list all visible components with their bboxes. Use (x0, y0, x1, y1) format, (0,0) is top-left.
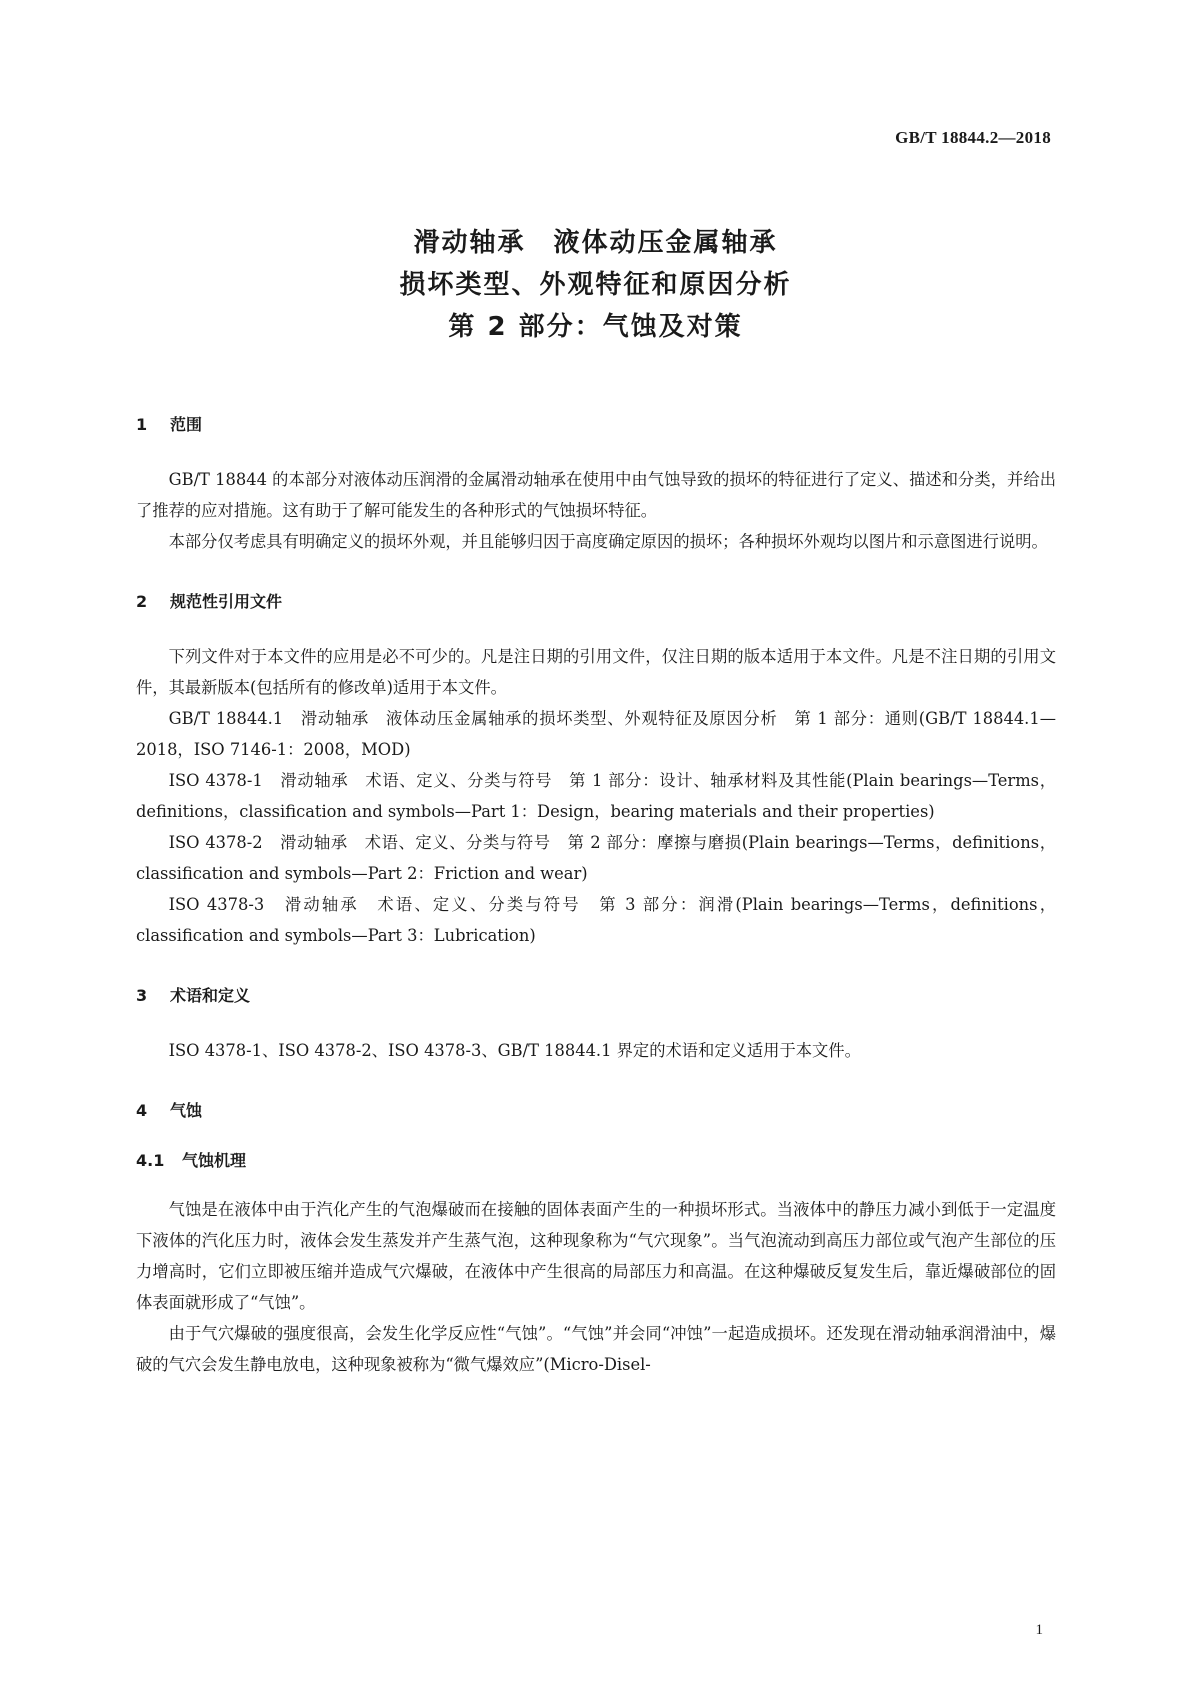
terms-paragraph: ISO 4378-1、ISO 4378-2、ISO 4378-3、GB/T 18844.1 界定的术语和定义适用于本文件。 (168, 1041, 861, 1060)
normative-intro-paragraph: 下列文件对于本文件的应用是必不可少的。凡是注日期的引用文件，仅注日期的版本适用于本文件。凡是不注日期的引用文件，其最新版本(包括所有的修改单)适用于本文件。 (136, 647, 1056, 697)
title-line-1: 滑动轴承 液体动压金属轴承 (413, 228, 778, 258)
section-1-number: 1 (136, 415, 148, 434)
section-4-number: 4 (136, 1101, 148, 1120)
section-3-heading (136, 985, 1056, 1007)
section-4-1-number: 4.1 (136, 1151, 165, 1170)
section-4-heading (136, 1100, 1056, 1122)
section-4-1-title: 气蚀机理 (182, 1151, 247, 1170)
scope-paragraph-1: GB/T 18844 的本部分对液体动压润滑的金属滑动轴承在使用中由气蚀导致的损坏的特征进行了定义、描述和分类，并给出了推荐的应对措施。这有助于了解可能发生的各种形式的气蚀损坏特征。 (136, 470, 1056, 520)
section-2-title: 规范性引用文件 (170, 592, 283, 611)
mechanism-paragraph-2: 由于气穴爆破的强度很高，会发生化学反应性“气蚀”。“气蚀”并会同“冲蚀”一起造成损坏。还发现在滑动轴承润滑油中，爆破的气穴会发生静电放电，这种现象被称为“微气爆效应”(Micro-Disel- (136, 1324, 1056, 1374)
standard-code: GB/T 18844.2—2018 (895, 128, 1051, 147)
reference-iso-4378-2: ISO 4378-2 滑动轴承 术语、定义、分类与符号 第 2 部分：摩擦与磨损(Plain bearings—Terms，definitions，classification and symbols—Part 2：Friction and wear) (136, 833, 1056, 883)
page-number: 1 (1035, 1622, 1043, 1638)
document-title (0, 222, 1191, 348)
section-1-heading (136, 414, 1056, 436)
scope-paragraph-2: 本部分仅考虑具有明确定义的损坏外观，并且能够归因于高度确定原因的损坏；各种损坏外观均以图片和示意图进行说明。 (168, 532, 1048, 551)
section-1-title: 范围 (170, 415, 203, 434)
section-2-heading (136, 591, 1056, 613)
section-2-number: 2 (136, 592, 148, 611)
title-line-3: 第 2 部分：气蚀及对策 (448, 312, 743, 342)
mechanism-paragraph-1: 气蚀是在液体中由于汽化产生的气泡爆破而在接触的固体表面产生的一种损坏形式。当液体中的静压力减小到低于一定温度下液体的汽化压力时，液体会发生蒸发并产生蒸气泡，这种现象称为“气穴现象”。当气泡流动到高压力部位或气泡产生部位的压力增高时，它们立即被压缩并造成气穴爆破，在液体中产生很高的局部压力和高温。在这种爆破反复发生后，靠近爆破部位的固体表面就形成了“气蚀”。 (136, 1200, 1056, 1312)
section-3-number: 3 (136, 986, 148, 1005)
section-4-title: 气蚀 (170, 1101, 203, 1120)
document-body (136, 414, 1056, 1380)
section-3-title: 术语和定义 (170, 986, 251, 1005)
title-line-2: 损坏类型、外观特征和原因分析 (399, 270, 792, 300)
reference-iso-4378-1: ISO 4378-1 滑动轴承 术语、定义、分类与符号 第 1 部分：设计、轴承材料及其性能(Plain bearings—Terms，definitions，classification and symbols—Part 1：Design，bearing materials and their properties) (136, 771, 1056, 821)
reference-iso-4378-3: ISO 4378-3 滑动轴承 术语、定义、分类与符号 第 3 部分：润滑(Plain bearings—Terms，definitions，classification and symbols—Part 3：Lubrication) (136, 895, 1056, 945)
section-4-1-heading (136, 1150, 1056, 1172)
reference-gbt-18844-1: GB/T 18844.1 滑动轴承 液体动压金属轴承的损坏类型、外观特征及原因分析 第 1 部分：通则(GB/T 18844.1—2018，ISO 7146-1：2008，MOD) (136, 709, 1056, 759)
